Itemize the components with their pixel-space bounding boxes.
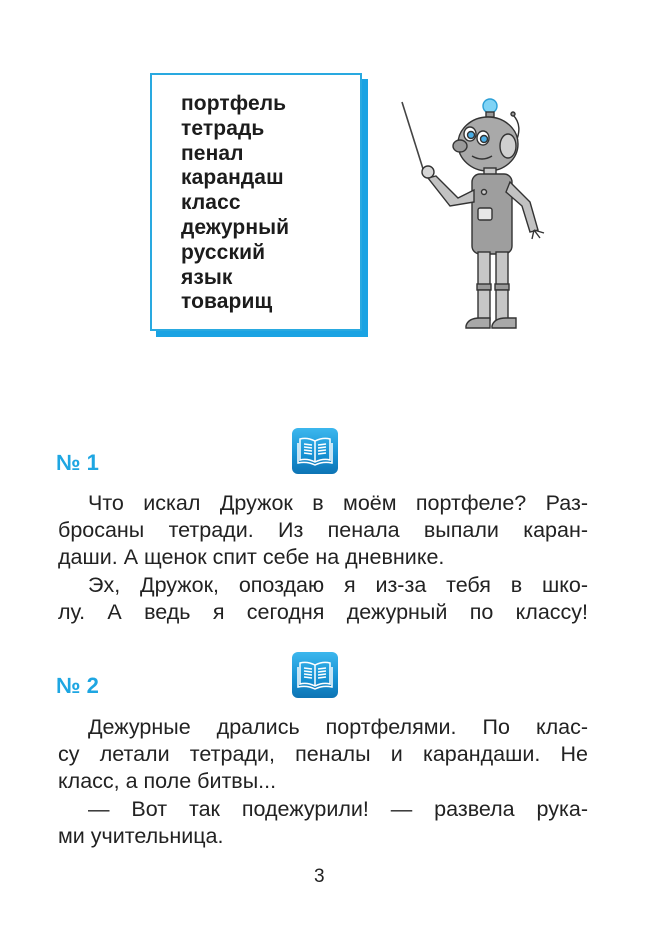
robot-illustration xyxy=(388,80,558,340)
text-line: лу. А ведь я сегодня дежурный по классу! xyxy=(58,599,588,624)
text-line: класс, а поле битвы... xyxy=(58,769,277,794)
vocabulary-word: товарищ xyxy=(181,290,273,314)
task-1-text xyxy=(58,490,588,626)
vocabulary-word: портфель xyxy=(181,92,287,115)
page-number: 3 xyxy=(314,866,325,887)
vocabulary-word: язык xyxy=(181,265,233,289)
vocabulary-word: дежурный xyxy=(181,215,290,239)
text-line: Дежурные дрались портфелями. По клас- xyxy=(88,715,588,739)
text-line: Эх, Дружок, опоздаю я из-за тебя в шко- xyxy=(88,572,588,597)
text-line: Что искал Дружок в моём портфеле? Раз- xyxy=(88,491,588,515)
text-line: ми учительница. xyxy=(58,823,224,848)
vocabulary-box xyxy=(150,73,362,331)
text-line: — Вот так подежурили! — развела рука- xyxy=(88,796,588,821)
vocabulary-word: пенал xyxy=(181,141,244,165)
vocabulary-word: тетрадь xyxy=(181,116,265,140)
text-line: су летали тетради, пеналы и карандаши. Не xyxy=(58,742,588,767)
task-2-text xyxy=(58,714,588,850)
text-line: даши. А щенок спит себе на дневнике. xyxy=(58,545,445,570)
vocabulary-word: класс xyxy=(181,191,241,215)
vocabulary-word: карандаш xyxy=(181,166,284,190)
task-number-2: № 2 xyxy=(56,673,99,698)
open-book-icon xyxy=(292,652,338,698)
text-line: бросаны тетради. Из пенала выпали каран- xyxy=(58,518,588,543)
vocabulary-word: русский xyxy=(181,240,266,264)
task-number-1: № 1 xyxy=(56,450,99,475)
open-book-icon xyxy=(292,428,338,474)
vocabulary-list xyxy=(181,92,289,315)
